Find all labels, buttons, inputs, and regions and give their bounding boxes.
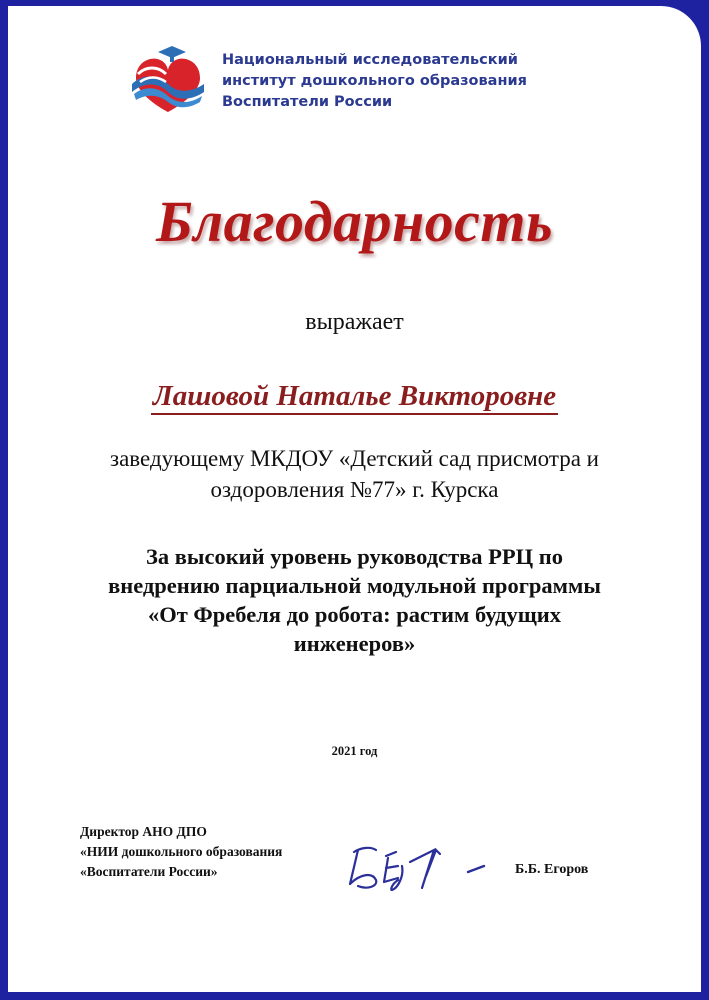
signer-title — [80, 822, 380, 882]
position-line-2: оздоровления №77» г. Курска — [210, 477, 499, 502]
org-name-line-1: Национальный исследовательский — [222, 52, 518, 68]
signer-name: Б.Б. Егоров — [515, 862, 589, 877]
org-name-line-3: Воспитатели России — [222, 94, 393, 110]
recipient-name-container — [0, 380, 709, 413]
handwritten-signature — [340, 836, 500, 896]
year-text: 2021 год — [331, 744, 378, 758]
signer-line-1: Директор АНО ДПО — [80, 824, 207, 839]
recipient-position — [50, 443, 659, 505]
organization-name — [222, 50, 622, 113]
signer-line-3: «Воспитатели России» — [80, 864, 218, 879]
org-name-line-2: институт дошкольного образования — [222, 73, 527, 89]
reason-line-2: внедрению парциальной модульной программы — [108, 573, 601, 598]
position-line-1: заведующему МКДОУ «Детский сад присмотра и — [110, 446, 599, 471]
certificate-title: Благодарность — [155, 189, 554, 254]
reason-line-1: За высокий уровень руководства РРЦ по — [146, 544, 563, 569]
expresses-text: выражает — [305, 309, 404, 335]
reason-line-4: инженеров» — [293, 631, 416, 656]
recipient-name: Лашовой Наталье Викторовне — [151, 380, 558, 415]
award-reason — [50, 542, 659, 658]
signer-line-2: «НИИ дошкольного образования — [80, 844, 283, 859]
institute-logo — [128, 44, 208, 116]
reason-line-3: «От Фребеля до робота: растим будущих — [147, 602, 562, 627]
